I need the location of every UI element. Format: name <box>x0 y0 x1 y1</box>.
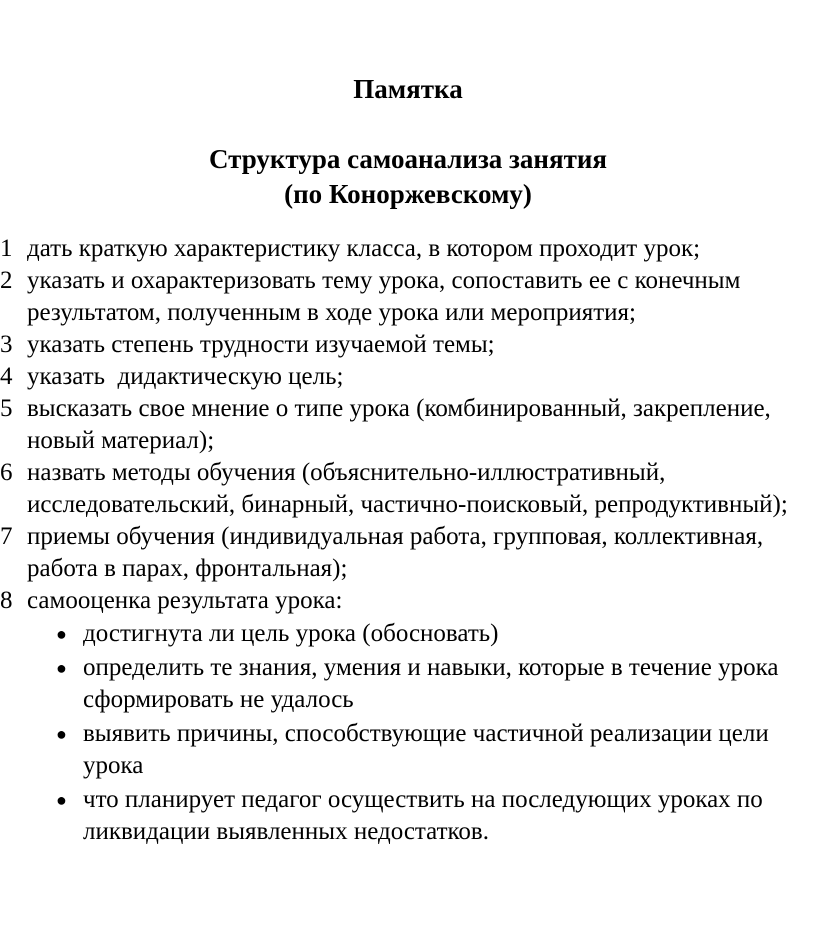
list-item-text: указать степень трудности изучаемой темы; <box>27 331 495 358</box>
bullet-icon: ● <box>56 624 67 644</box>
list-item-text: указать дидактическую цель; <box>27 363 344 390</box>
bullet-item-text: достигнута ли цель урока (обосновать) <box>83 620 499 647</box>
bullet-item-text: выявить причины, способствующие частичной реализации цели урока <box>83 720 769 779</box>
bullet-icon: ● <box>56 790 67 810</box>
list-item-4 <box>0 361 816 393</box>
list-item-number: 8 <box>0 587 13 614</box>
list-item-2 <box>0 265 816 329</box>
list-item-5 <box>0 393 816 457</box>
list-item-text: высказать свое мнение о типе урока (комбинированный, закрепление, новый материал); <box>27 395 771 454</box>
bullet-icon: ● <box>56 724 67 744</box>
list-item-8 <box>0 585 816 848</box>
list-item-3 <box>0 329 816 361</box>
bullet-item <box>27 784 816 848</box>
list-item-number: 7 <box>0 523 13 550</box>
list-item-text: дать краткую характеристику класса, в котором проходит урок; <box>27 235 701 262</box>
bullet-item-text: что планирует педагог осуществить на последующих уроках по ликвидации выявленных недостатков. <box>83 786 763 845</box>
list-item-text: самооценка результата урока: <box>27 587 343 614</box>
subtitle-line-2: (по Коноржевскому) <box>284 179 532 209</box>
numbered-list <box>0 233 816 850</box>
list-item-number: 6 <box>0 459 13 486</box>
page-title: Памятка <box>353 74 463 104</box>
list-item-text: указать и охарактеризовать тему урока, сопоставить ее с конечным результатом, полученным в ходе урока или мероприятия; <box>27 267 741 326</box>
bullet-icon: ● <box>56 658 67 678</box>
list-item-number: 2 <box>0 267 13 294</box>
list-item-number: 1 <box>0 235 13 262</box>
list-item-1 <box>0 233 816 265</box>
bullet-item <box>27 652 816 716</box>
list-item-number: 4 <box>0 363 13 390</box>
bullet-item <box>27 718 816 782</box>
bullet-item <box>27 618 816 650</box>
subtitle-line-1: Структура самоанализа занятия <box>208 144 607 174</box>
bullet-list <box>27 618 816 848</box>
list-item-number: 5 <box>0 395 13 422</box>
bullet-item-text: определить те знания, умения и навыки, которые в течение урока сформировать не удалось <box>83 654 779 713</box>
list-item-text: назвать методы обучения (объяснительно-иллюстративный, исследовательский, бинарный, частично-поисковый, репродуктивный); <box>27 459 788 518</box>
list-item-text: приемы обучения (индивидуальная работа, групповая, коллективная, работа в парах, фронтальная); <box>27 523 764 582</box>
list-item-7 <box>0 521 816 585</box>
list-item-number: 3 <box>0 331 13 358</box>
list-item-6 <box>0 457 816 521</box>
